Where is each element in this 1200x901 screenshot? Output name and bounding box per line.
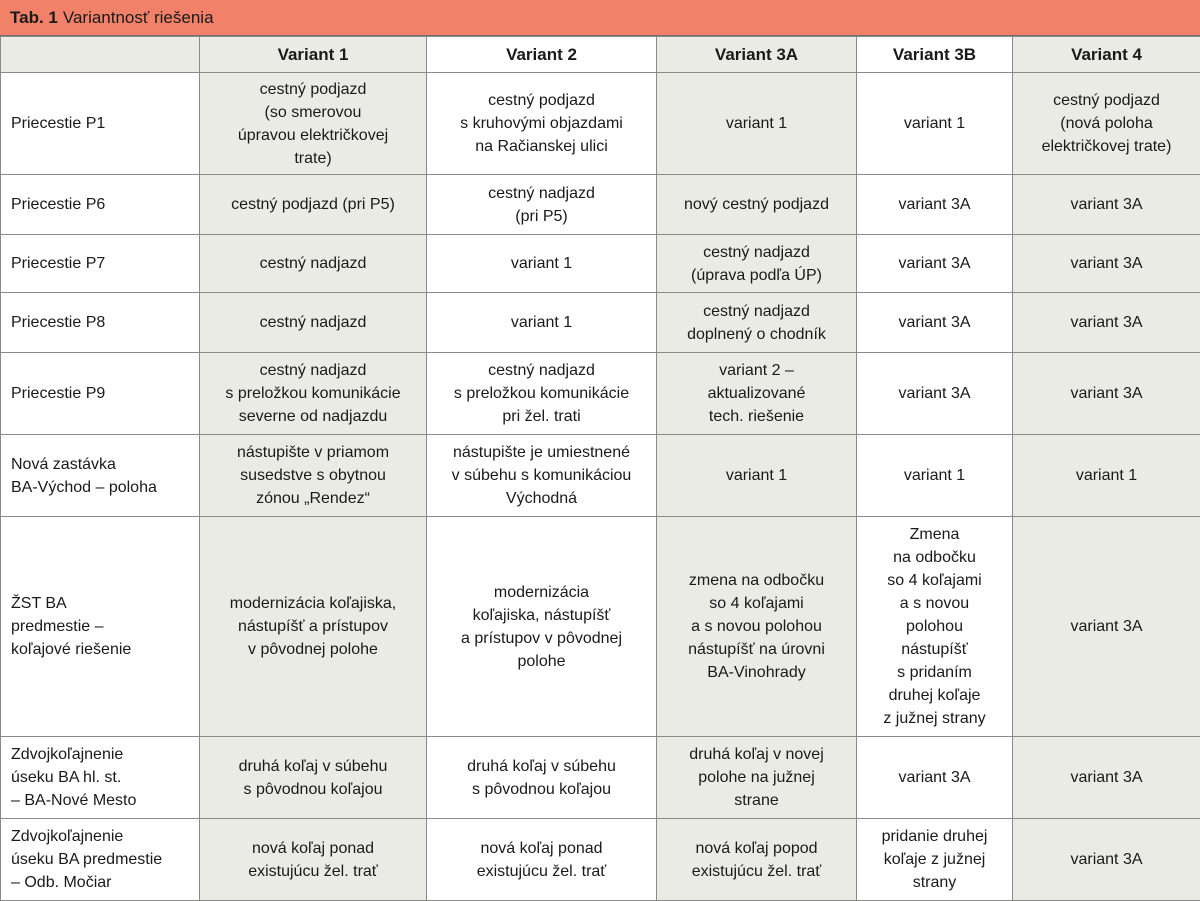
cell-line: Východná <box>431 487 652 510</box>
table-cell <box>200 435 427 517</box>
table-cell <box>1013 235 1200 293</box>
cell-line: (pri P5) <box>431 205 652 228</box>
cell-line: cestný nadjazd <box>661 300 852 323</box>
cell-line: polohou <box>861 615 1008 638</box>
table-cell <box>1013 517 1200 737</box>
table-row <box>1 819 1200 901</box>
table-cell <box>657 235 857 293</box>
cell-line: druhá koľaj v súbehu <box>204 755 422 778</box>
table-cell <box>200 353 427 435</box>
cell-line: cestný podjazd <box>204 78 422 101</box>
cell-line: a s novou <box>861 592 1008 615</box>
cell-line: Zmena <box>861 523 1008 546</box>
row-label-line: Priecestie P6 <box>11 193 195 216</box>
cell-line: a prístupov v pôvodnej <box>431 627 652 650</box>
table-cell <box>427 819 657 901</box>
table-cell <box>657 819 857 901</box>
cell-line: variant 3A <box>1017 848 1196 871</box>
cell-line: pri žel. trati <box>431 405 652 428</box>
row-label <box>1 737 200 819</box>
header-row <box>1 37 1200 73</box>
row-label-line: Zdvojkoľajnenie <box>11 825 195 848</box>
cell-line: (so smerovou <box>204 101 422 124</box>
table-cell <box>200 517 427 737</box>
table-cell <box>857 435 1013 517</box>
table-cell <box>657 175 857 235</box>
cell-line: cestný nadjazd <box>431 359 652 382</box>
table-cell <box>857 353 1013 435</box>
cell-line: severne od nadjazdu <box>204 405 422 428</box>
row-label <box>1 435 200 517</box>
cell-line: nástupíšť na úrovni <box>661 638 852 661</box>
cell-line: modernizácia koľajiska, <box>204 592 422 615</box>
row-label-line: Priecestie P7 <box>11 252 195 275</box>
row-label-line: Priecestie P1 <box>11 112 195 135</box>
cell-line: (nová poloha <box>1017 112 1196 135</box>
table-row <box>1 175 1200 235</box>
row-label-line: úseku BA predmestie <box>11 848 195 871</box>
cell-line: variant 1 <box>1017 464 1196 487</box>
table-cell <box>857 73 1013 175</box>
cell-line: BA-Vinohrady <box>661 661 852 684</box>
cell-line: s pôvodnou koľajou <box>204 778 422 801</box>
cell-line: variant 1 <box>431 311 652 334</box>
cell-line: zónou „Rendez“ <box>204 487 422 510</box>
cell-line: úpravou električkovej <box>204 124 422 147</box>
cell-line: a s novou polohou <box>661 615 852 638</box>
cell-line: nová koľaj popod <box>661 837 852 860</box>
cell-line: cestný podjazd <box>431 89 652 112</box>
table-cell <box>200 737 427 819</box>
cell-line: strane <box>661 789 852 812</box>
cell-line: nástupíšť a prístupov <box>204 615 422 638</box>
table-cell <box>427 737 657 819</box>
cell-line: cestný podjazd <box>1017 89 1196 112</box>
row-label <box>1 175 200 235</box>
table-cell <box>427 353 657 435</box>
table-cell <box>1013 353 1200 435</box>
table-cell <box>1013 435 1200 517</box>
cell-line: zmena na odbočku <box>661 569 852 592</box>
cell-line: nový cestný podjazd <box>661 193 852 216</box>
cell-line: s preložkou komunikácie <box>431 382 652 405</box>
table-cell <box>657 73 857 175</box>
table-row <box>1 353 1200 435</box>
cell-line: modernizácia <box>431 581 652 604</box>
cell-line: variant 1 <box>661 112 852 135</box>
row-label-line: ŽST BA <box>11 592 195 615</box>
table-cell <box>1013 819 1200 901</box>
cell-line: existujúcu žel. trať <box>431 860 652 883</box>
table-cell <box>657 293 857 353</box>
table-cell <box>657 737 857 819</box>
row-label-line: Priecestie P8 <box>11 311 195 334</box>
table-cell <box>857 737 1013 819</box>
table-cell <box>200 73 427 175</box>
row-label <box>1 353 200 435</box>
cell-line: cestný nadjazd <box>431 182 652 205</box>
cell-line: z južnej strany <box>861 707 1008 730</box>
table-cell <box>1013 175 1200 235</box>
cell-line: variant 3A <box>1017 252 1196 275</box>
table-row <box>1 73 1200 175</box>
cell-line: električkovej trate) <box>1017 135 1196 158</box>
table-row <box>1 435 1200 517</box>
cell-line: s preložkou komunikácie <box>204 382 422 405</box>
table-cell <box>657 517 857 737</box>
table-row <box>1 517 1200 737</box>
variants-table <box>0 36 1200 901</box>
cell-line: variant 1 <box>861 112 1008 135</box>
cell-line: variant 3A <box>1017 311 1196 334</box>
cell-line: koľajiska, nástupíšť <box>431 604 652 627</box>
table-cell <box>200 175 427 235</box>
cell-line: na Račianskej ulici <box>431 135 652 158</box>
cell-line: v súbehu s komunikáciou <box>431 464 652 487</box>
table-row <box>1 737 1200 819</box>
header-corner <box>1 37 200 73</box>
cell-line: v pôvodnej polohe <box>204 638 422 661</box>
cell-line: s pridaním <box>861 661 1008 684</box>
cell-line: variant 3A <box>861 311 1008 334</box>
cell-line: nástupište v priamom <box>204 441 422 464</box>
cell-line: s kruhovými objazdami <box>431 112 652 135</box>
row-label-line: Nová zastávka <box>11 453 195 476</box>
cell-line: variant 3A <box>861 382 1008 405</box>
cell-line: nástupíšť <box>861 638 1008 661</box>
row-label-line: Priecestie P9 <box>11 382 195 405</box>
cell-line: strany <box>861 871 1008 894</box>
table-row <box>1 235 1200 293</box>
cell-line: so 4 koľajami <box>661 592 852 615</box>
cell-line: polohe na južnej <box>661 766 852 789</box>
row-label <box>1 517 200 737</box>
cell-line: cestný nadjazd <box>204 311 422 334</box>
cell-line: doplnený o chodník <box>661 323 852 346</box>
cell-line: tech. riešenie <box>661 405 852 428</box>
cell-line: cestný nadjazd <box>204 359 422 382</box>
cell-line: variant 3A <box>1017 382 1196 405</box>
cell-line: (úprava podľa ÚP) <box>661 264 852 287</box>
cell-line: cestný nadjazd <box>661 241 852 264</box>
row-label <box>1 819 200 901</box>
caption-text: Variantnosť riešenia <box>63 8 214 28</box>
row-label-line: – BA-Nové Mesto <box>11 789 195 812</box>
row-label-line: predmestie – <box>11 615 195 638</box>
header-cell: Variant 3A <box>657 37 857 73</box>
cell-line: susedstve s obytnou <box>204 464 422 487</box>
cell-line: variant 2 – <box>661 359 852 382</box>
cell-line: variant 3A <box>861 193 1008 216</box>
row-label-line: – Odb. Močiar <box>11 871 195 894</box>
cell-line: cestný nadjazd <box>204 252 422 275</box>
row-label-line: koľajové riešenie <box>11 638 195 661</box>
table-cell <box>427 517 657 737</box>
cell-line: druhá koľaj v súbehu <box>431 755 652 778</box>
header-cell: Variant 4 <box>1013 37 1200 73</box>
table-cell <box>1013 73 1200 175</box>
table-cell <box>857 235 1013 293</box>
cell-line: variant 3A <box>1017 615 1196 638</box>
cell-line: s pôvodnou koľajou <box>431 778 652 801</box>
cell-line: variant 3A <box>861 766 1008 789</box>
cell-line: cestný podjazd (pri P5) <box>204 193 422 216</box>
table-cell <box>1013 737 1200 819</box>
table-cell <box>857 517 1013 737</box>
cell-line: variant 1 <box>431 252 652 275</box>
cell-line: polohe <box>431 650 652 673</box>
table-cell <box>657 435 857 517</box>
cell-line: pridanie druhej <box>861 825 1008 848</box>
table-caption <box>0 0 1200 36</box>
table-cell <box>200 235 427 293</box>
cell-line: koľaje z južnej <box>861 848 1008 871</box>
cell-line: variant 3A <box>1017 193 1196 216</box>
row-label <box>1 293 200 353</box>
row-label-line: BA-Východ – poloha <box>11 476 195 499</box>
table-cell <box>427 175 657 235</box>
cell-line: variant 1 <box>861 464 1008 487</box>
cell-line: variant 3A <box>1017 766 1196 789</box>
row-label-line: úseku BA hl. st. <box>11 766 195 789</box>
cell-line: variant 3A <box>861 252 1008 275</box>
table-cell <box>427 293 657 353</box>
row-label-line: Zdvojkoľajnenie <box>11 743 195 766</box>
cell-line: druhej koľaje <box>861 684 1008 707</box>
header-cell: Variant 2 <box>427 37 657 73</box>
cell-line: nová koľaj ponad <box>431 837 652 860</box>
cell-line: variant 1 <box>661 464 852 487</box>
cell-line: existujúcu žel. trať <box>204 860 422 883</box>
table-cell <box>427 235 657 293</box>
header-cell: Variant 1 <box>200 37 427 73</box>
header-cell: Variant 3B <box>857 37 1013 73</box>
row-label <box>1 235 200 293</box>
table-cell <box>1013 293 1200 353</box>
table-cell <box>427 73 657 175</box>
cell-line: nástupište je umiestnené <box>431 441 652 464</box>
table-cell <box>857 175 1013 235</box>
cell-line: na odbočku <box>861 546 1008 569</box>
cell-line: existujúcu žel. trať <box>661 860 852 883</box>
cell-line: druhá koľaj v novej <box>661 743 852 766</box>
table-cell <box>657 353 857 435</box>
cell-line: nová koľaj ponad <box>204 837 422 860</box>
table-cell <box>200 819 427 901</box>
row-label <box>1 73 200 175</box>
cell-line: aktualizované <box>661 382 852 405</box>
cell-line: trate) <box>204 147 422 170</box>
table-row <box>1 293 1200 353</box>
caption-label: Tab. 1 <box>10 8 58 28</box>
cell-line: so 4 koľajami <box>861 569 1008 592</box>
table-cell <box>427 435 657 517</box>
table-cell <box>857 819 1013 901</box>
table-cell <box>857 293 1013 353</box>
table-cell <box>200 293 427 353</box>
